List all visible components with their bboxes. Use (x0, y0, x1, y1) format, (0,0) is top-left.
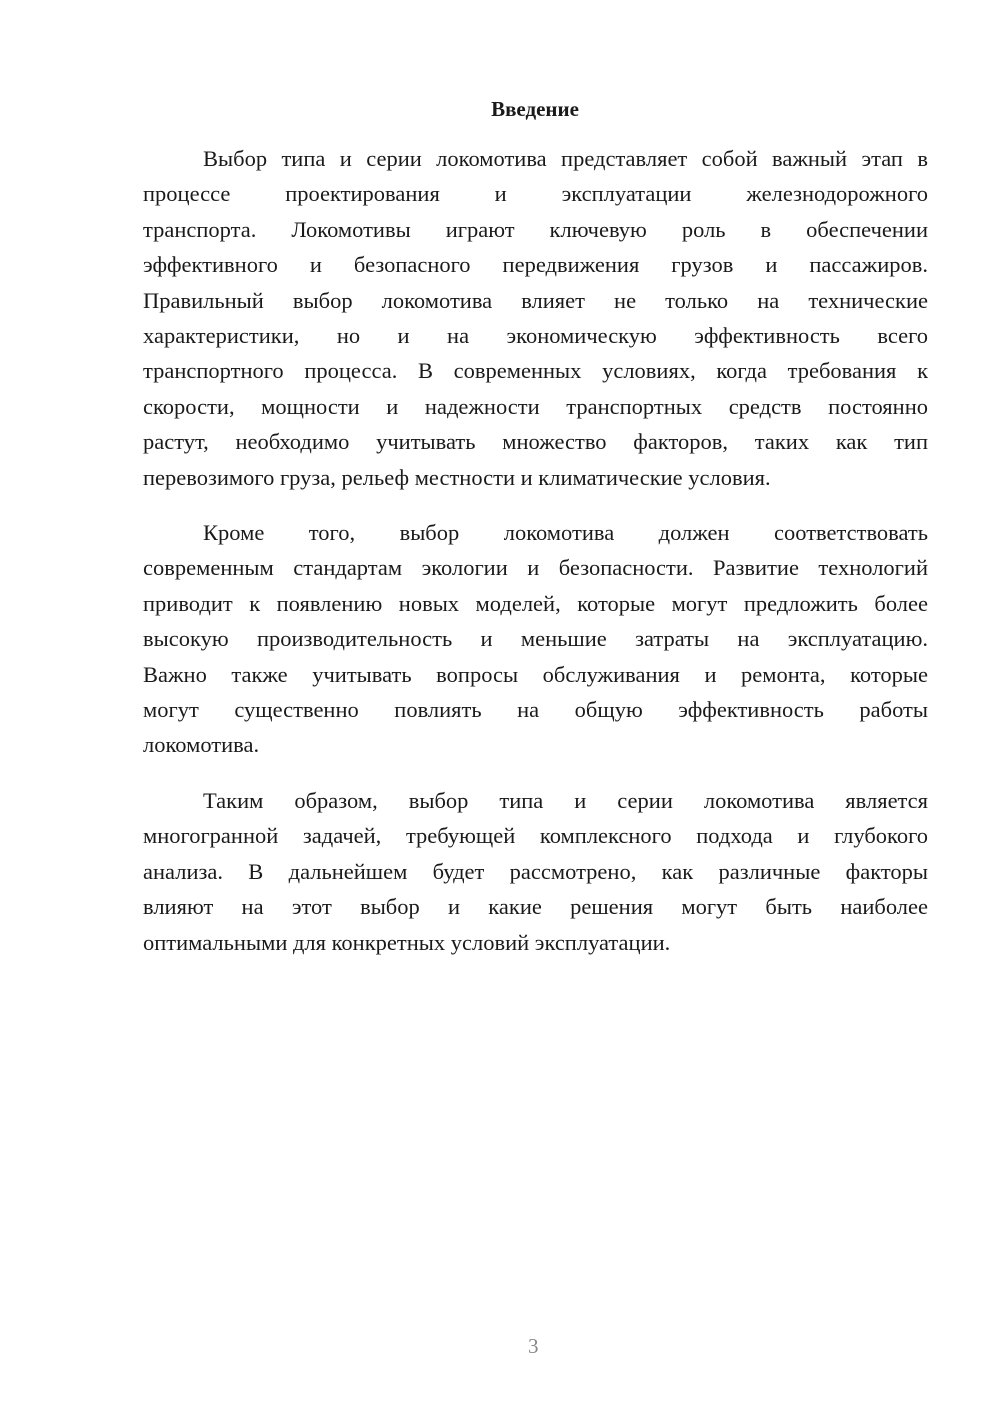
text-line: оптимальными для конкретных условий эксплуатации. (143, 929, 671, 955)
text-line: высокую производительность и меньшие затраты на эксплуатацию. (143, 626, 928, 652)
text-line: транспортного процесса. В современных условиях, когда требования к (143, 358, 928, 384)
text-line: могут существенно повлиять на общую эффективность работы (143, 696, 928, 722)
text-line: транспорта. Локомотивы играют ключевую роль в обеспечении (143, 216, 928, 242)
text-line: Выбор типа и серии локомотива представляет собой важный этап в (203, 146, 928, 171)
text-line: Правильный выбор локомотива влияет не только на технические (143, 287, 928, 313)
text-line: современным стандартам экологии и безопасности. Развитие технологий (143, 555, 928, 581)
text-line: анализа. В дальнейшем будет рассмотрено, как различные факторы (143, 858, 928, 884)
text-line: скорости, мощности и надежности транспортных средств постоянно (143, 393, 928, 419)
text-line: характеристики, но и на экономическую эффективность всего (143, 322, 928, 348)
text-line: многогранной задачей, требующей комплексного подхода и глубокого (143, 823, 928, 849)
text-line: локомотива. (143, 732, 260, 758)
text-line: приводит к появлению новых моделей, которые могут предложить более (143, 590, 928, 616)
text-line: Кроме того, выбор локомотива должен соответствовать (203, 520, 928, 545)
text-line: Таким образом, выбор типа и серии локомотива является (203, 788, 928, 813)
text-line: процессе проектирования и эксплуатации железнодорожного (143, 181, 928, 207)
paragraph-2 (143, 515, 928, 763)
text-line: перевозимого груза, рельеф местности и климатические условия. (143, 464, 771, 490)
text-line: влияют на этот выбор и какие решения могут быть наиболее (143, 894, 928, 920)
paragraph-3 (143, 783, 928, 960)
section-heading: Введение (491, 97, 579, 121)
text-line: растут, необходимо учитывать множество факторов, таких как тип (143, 429, 928, 455)
paragraph-1 (143, 141, 928, 495)
text-line: Важно также учитывать вопросы обслуживания и ремонта, которые (143, 661, 928, 687)
text-line: эффективного и безопасного передвижения грузов и пассажиров. (143, 252, 928, 278)
page-number: 3 (528, 1334, 539, 1358)
